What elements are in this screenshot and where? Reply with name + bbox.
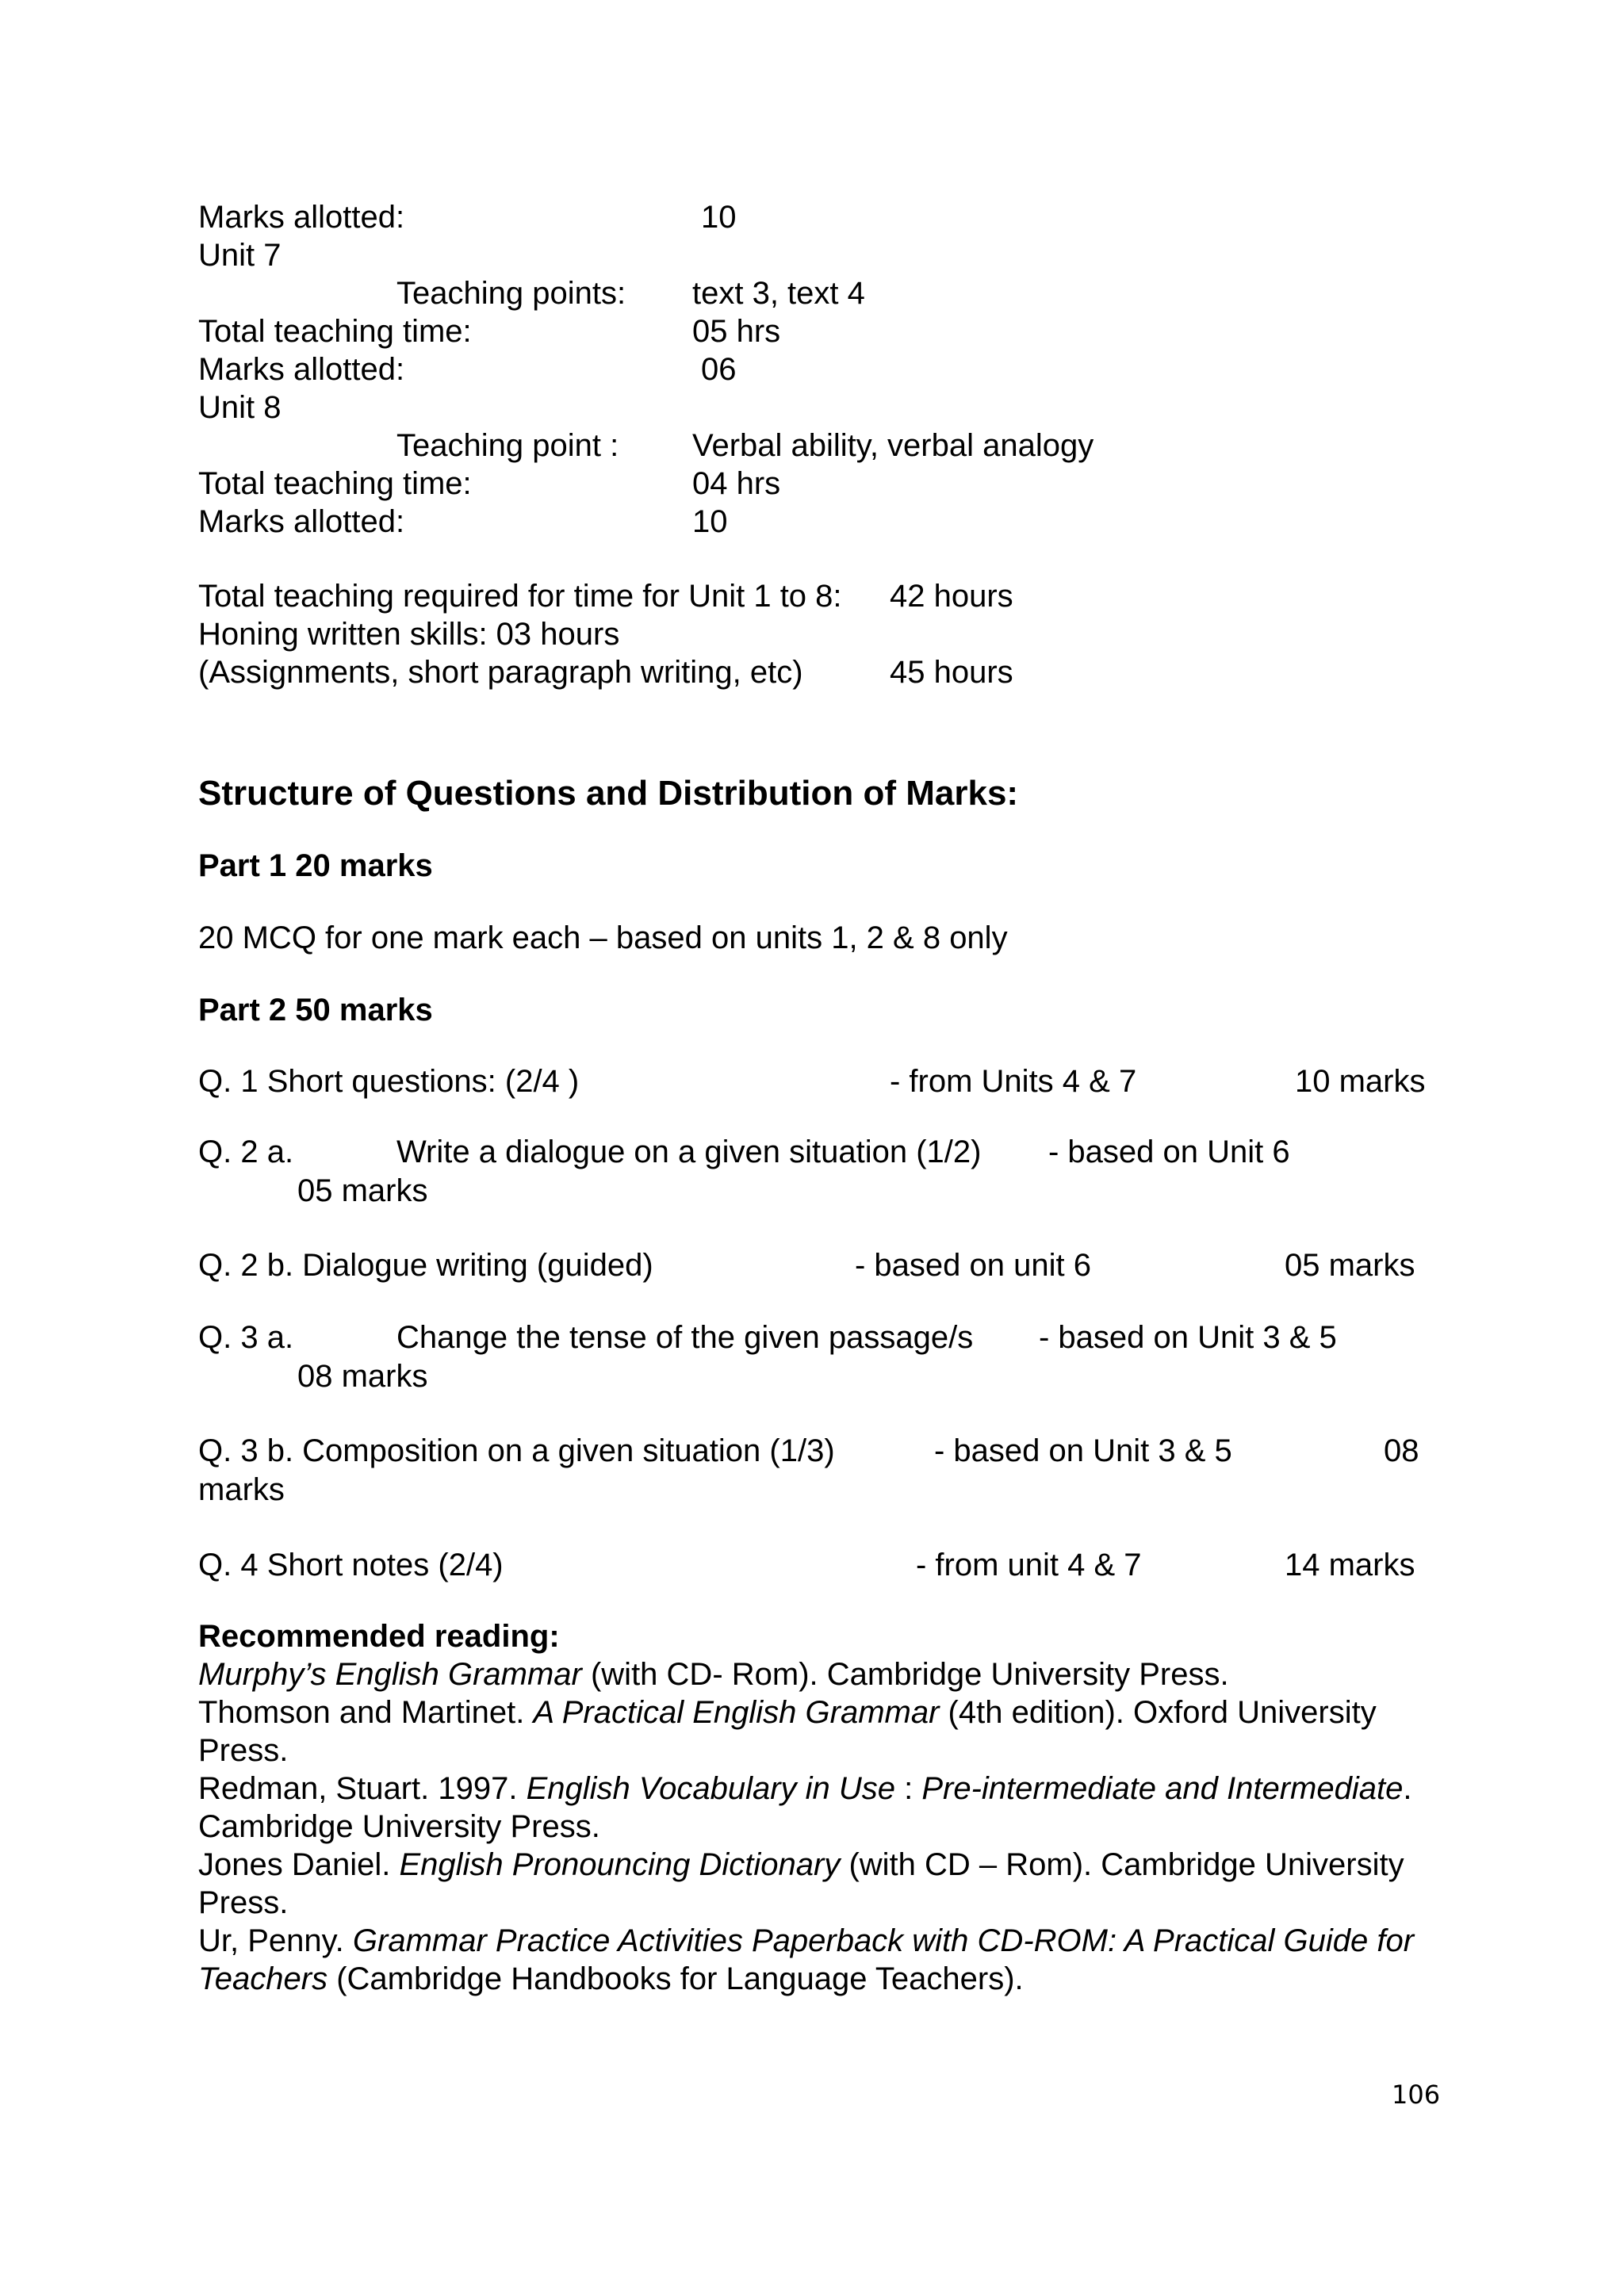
ref4-author: Jones Daniel. [198, 1847, 400, 1882]
marks-allotted-value: 10 [701, 200, 737, 235]
q2b-marks: 05 marks [1285, 1248, 1415, 1283]
q4-marks: 14 marks [1285, 1548, 1415, 1582]
ref3-title-1: English Vocabulary in Use [526, 1771, 896, 1806]
ref5-title: Grammar Practice Activities Paperback with CD-ROM: A Practical Guide for Teachers [198, 1923, 1415, 1996]
ref5-author: Ur, Penny. [198, 1923, 353, 1958]
ref3-author: Redman, Stuart. 1997. [198, 1771, 527, 1806]
q4-question: Q. 4 Short notes (2/4) [198, 1548, 504, 1582]
q2a-question: Write a dialogue on a given situation (1/2) [396, 1135, 982, 1169]
ref4-title: English Pronouncing Dictionary [399, 1847, 841, 1882]
ref3-separator: : [895, 1771, 922, 1806]
unit7-marks-value: 06 [701, 352, 737, 387]
assignments-label: (Assignments, short paragraph writing, etc) [198, 655, 803, 690]
unit7-teaching-points-label: Teaching points: [396, 276, 626, 311]
q1-marks: 10 marks [1295, 1064, 1426, 1099]
unit8-time-label: Total teaching time: [198, 466, 472, 501]
q4-source: - from unit 4 & 7 [916, 1548, 1142, 1582]
q2a-number: Q. 2 a. [198, 1135, 294, 1169]
unit7-time-value: 05 hrs [692, 314, 781, 349]
reference-4 [198, 1846, 1451, 1922]
q3b-question: Q. 3 b. Composition on a given situation (1/3) [198, 1433, 835, 1468]
ref1-rest: (with CD- Rom). Cambridge University Press. [581, 1657, 1229, 1692]
q2b-source: - based on unit 6 [855, 1248, 1091, 1283]
part1-heading: Part 1 20 marks [198, 848, 433, 883]
reference-3 [198, 1770, 1451, 1846]
structure-heading: Structure of Questions and Distribution of Marks: [198, 774, 1019, 813]
assignments-value: 45 hours [890, 655, 1013, 690]
unit7-teaching-points-value: text 3, text 4 [692, 276, 865, 311]
q3a-marks: 08 marks [297, 1359, 428, 1394]
q3b-marks-number: 08 [1384, 1433, 1419, 1468]
part2-heading: Part 2 50 marks [198, 993, 433, 1027]
unit8-teaching-point-label: Teaching point : [396, 428, 619, 463]
q2b-question: Q. 2 b. Dialogue writing (guided) [198, 1248, 653, 1283]
ref3-rest: . Cambridge University Press. [198, 1771, 1412, 1844]
unit8-title: Unit 8 [198, 390, 282, 425]
ref1-title: Murphy’s English Grammar [198, 1657, 582, 1692]
reference-1 [198, 1655, 1451, 1693]
q3a-source: - based on Unit 3 & 5 [1039, 1320, 1337, 1355]
marks-allotted-label: Marks allotted: [198, 200, 405, 235]
q2a-marks: 05 marks [297, 1173, 428, 1208]
ref4-rest: (with CD – Rom). Cambridge University Press. [198, 1847, 1404, 1920]
reading-heading: Recommended reading: [198, 1619, 560, 1654]
ref3-title-2: Pre-intermediate and Intermediate [921, 1771, 1404, 1806]
q3a-question: Change the tense of the given passage/s [396, 1320, 974, 1355]
honing-skills-line: Honing written skills: 03 hours [198, 617, 620, 652]
total-teaching-value: 42 hours [890, 579, 1013, 614]
total-teaching-label: Total teaching required for time for Unit 1 to 8: [198, 579, 842, 614]
reference-2 [198, 1693, 1451, 1770]
q1-source: - from Units 4 & 7 [890, 1064, 1137, 1099]
ref2-author: Thomson and Martinet. [198, 1695, 534, 1730]
q1-question: Q. 1 Short questions: (2/4 ) [198, 1064, 580, 1099]
reference-5 [198, 1922, 1451, 1998]
q3b-marks-word: marks [198, 1472, 285, 1507]
ref2-rest: (4th edition). Oxford University Press. [198, 1695, 1377, 1768]
unit8-teaching-point-value: Verbal ability, verbal analogy [692, 428, 1094, 463]
ref2-title: A Practical English Grammar [533, 1695, 940, 1730]
unit7-marks-label: Marks allotted: [198, 352, 405, 387]
unit8-time-value: 04 hrs [692, 466, 781, 501]
q3b-source: - based on Unit 3 & 5 [934, 1433, 1232, 1468]
part1-text: 20 MCQ for one mark each – based on units 1, 2 & 8 only [198, 920, 1008, 955]
unit8-marks-value: 10 [692, 504, 728, 539]
ref5-rest: (Cambridge Handbooks for Language Teachers). [327, 1961, 1024, 1996]
page-number: 106 [1392, 2080, 1441, 2110]
unit7-time-label: Total teaching time: [198, 314, 472, 349]
q3a-number: Q. 3 a. [198, 1320, 294, 1355]
unit8-marks-label: Marks allotted: [198, 504, 405, 539]
unit7-title: Unit 7 [198, 238, 282, 273]
q2a-source: - based on Unit 6 [1048, 1135, 1290, 1169]
